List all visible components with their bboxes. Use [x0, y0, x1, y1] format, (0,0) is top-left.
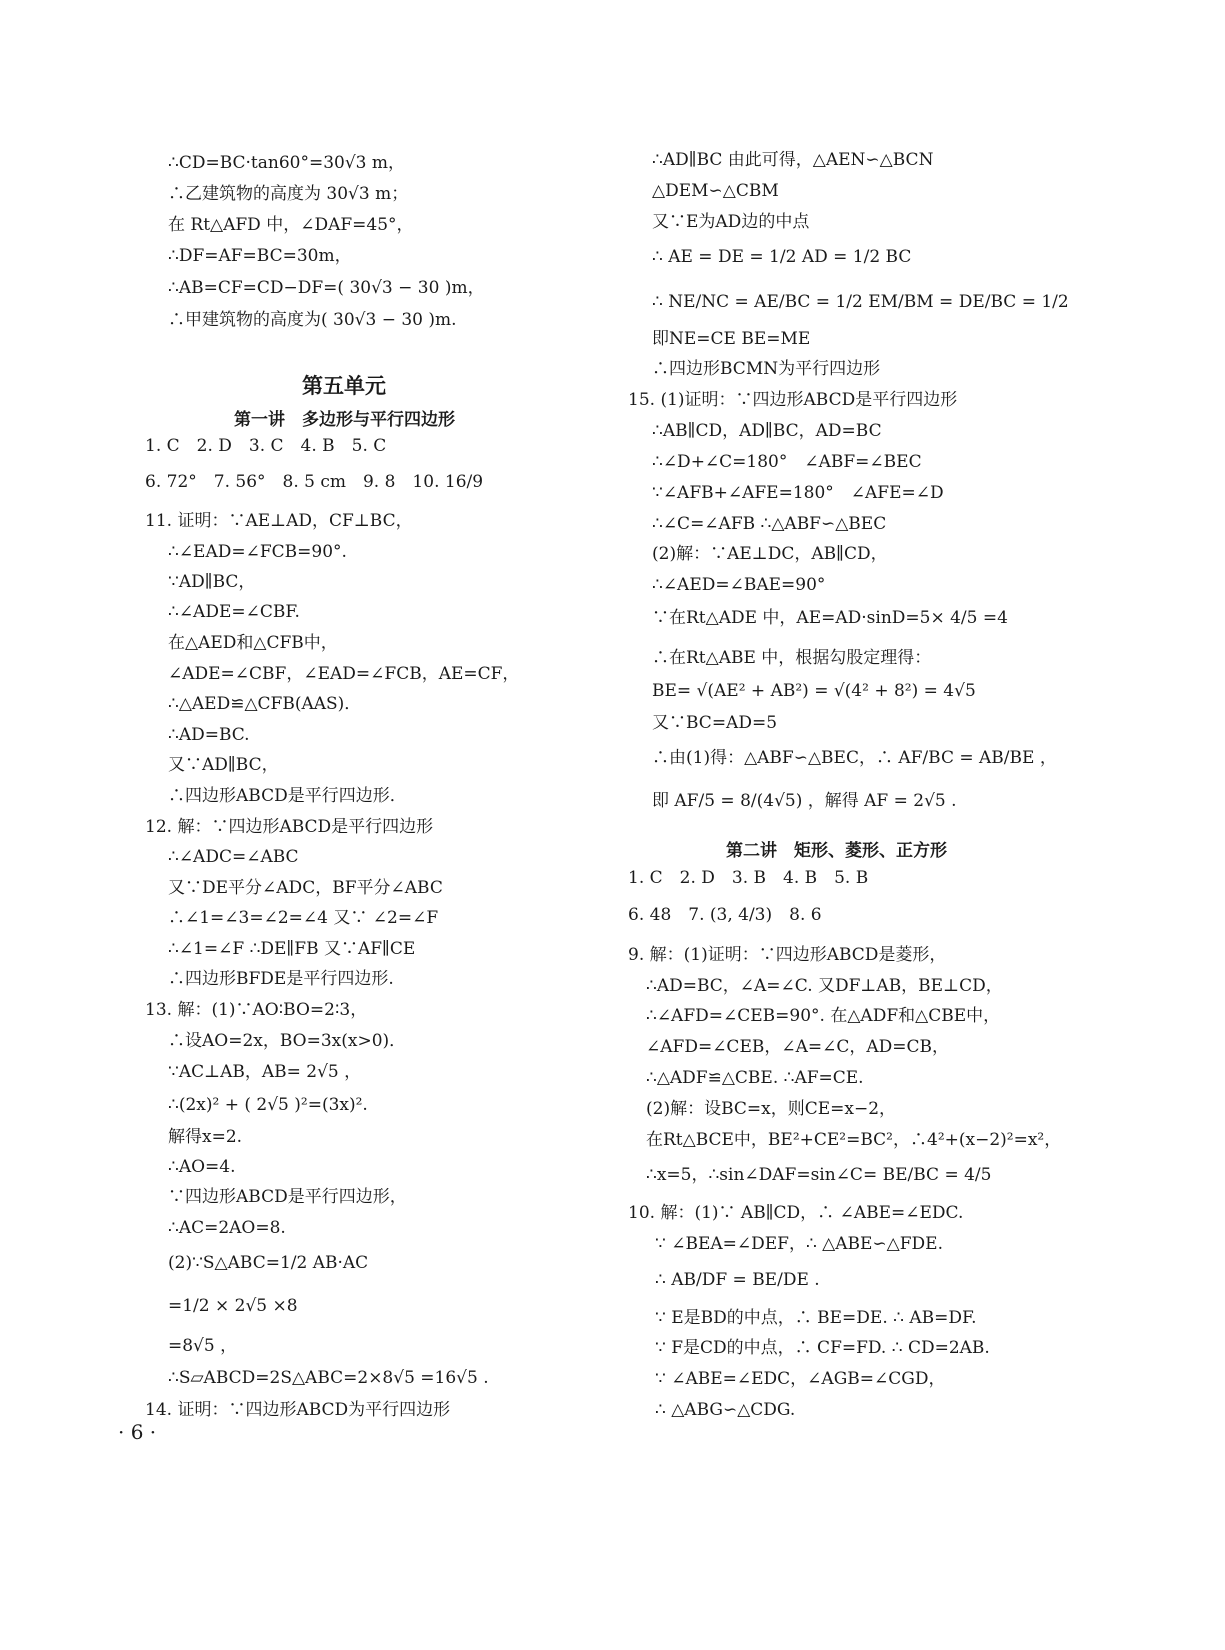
text-line: 解得x=2.	[168, 1127, 243, 1147]
text-line: ∠AFD=∠CEB，∠A=∠C，AD=CB，	[646, 1037, 950, 1057]
text-line: ∴∠ADE=∠CBF.	[168, 602, 300, 622]
text-line: ∴AD∥BC 由此可得，△AEN∽△BCN	[652, 150, 934, 170]
answer-line: 1. C 2. D 3. B 4. B 5. B	[628, 868, 869, 888]
text-line: (2)解：设BC=x，则CE=x−2，	[646, 1099, 897, 1119]
text-line: 在Rt△BCE中，BE²+CE²=BC²，∴4²+(x−2)²=x²，	[646, 1130, 1062, 1150]
text-line: ∴∠AFD=∠CEB=90°. 在△ADF和△CBE中，	[646, 1006, 1001, 1026]
text-line: ∴四边形BFDE是平行四边形.	[168, 969, 394, 989]
text-line: ∴ AB/DF = BE/DE .	[655, 1270, 820, 1290]
text-line: ∵AC⊥AB，AB= 2√5 ，	[168, 1062, 362, 1082]
text-line: ∴DF=AF=BC=30m，	[168, 246, 352, 266]
text-line: 10. 解：(1)∵ AB∥CD，∴ ∠ABE=∠EDC.	[628, 1203, 964, 1223]
page-number: · 6 ·	[118, 1420, 157, 1444]
lecture-title: 第一讲 多边形与平行四边形	[234, 410, 455, 430]
text-line: (2)解：∵AE⊥DC，AB∥CD，	[652, 544, 888, 564]
text-line: ∴四边形ABCD是平行四边形．	[168, 786, 407, 806]
text-line: 又∵AD∥BC，	[168, 755, 279, 775]
text-line: 12. 解：∵四边形ABCD是平行四边形	[145, 817, 434, 837]
text-line: ∴∠ADC=∠ABC	[168, 847, 299, 867]
text-line: ∴AO=4.	[168, 1157, 236, 1177]
text-line: ∴CD=BC·tan60°=30√3 m，	[168, 153, 406, 173]
answer-line: 6. 72° 7. 56° 8. 5 cm 9. 8 10. 16/9	[145, 472, 484, 492]
answer-line: 6. 48 7. (3, 4/3) 8. 6	[628, 905, 822, 925]
text-line: 9. 解：(1)证明：∵四边形ABCD是菱形，	[628, 945, 947, 965]
text-line: BE= √(AE² + AB²) = √(4² + 8²) = 4√5	[652, 681, 976, 701]
text-line: ∴S▱ABCD=2S△ABC=2×8√5 =16√5 .	[168, 1368, 489, 1388]
text-line: =1/2 × 2√5 ×8	[168, 1296, 298, 1316]
text-line: ∴AB∥CD，AD∥BC，AD=BC	[652, 421, 882, 441]
text-line: ∴∠EAD=∠FCB=90°.	[168, 542, 347, 562]
lecture-title: 第二讲 矩形、菱形、正方形	[726, 841, 947, 861]
text-line: 又∵BC=AD=5	[652, 713, 778, 733]
text-line: ∴四边形BCMN为平行四边形	[652, 359, 881, 379]
text-line: ∵ ∠BEA=∠DEF，∴ △ABE∽△FDE.	[655, 1234, 943, 1254]
text-line: =8√5 ，	[168, 1336, 238, 1356]
text-line: ∴由(1)得：△ABF∽△BEC，∴ AF/BC = AB/BE ，	[652, 748, 1057, 768]
unit-title: 第五单元	[302, 373, 386, 398]
text-line: 又∵DE平分∠ADC，BF平分∠ABC	[168, 878, 443, 898]
text-line: ∴ NE/NC = AE/BC = 1/2 EM/BM = DE/BC = 1/2	[652, 292, 1069, 312]
text-line: 在△AED和△CFB中，	[168, 633, 338, 653]
text-line: ∠ADE=∠CBF，∠EAD=∠FCB，AE=CF，	[168, 664, 520, 684]
text-line: ∵ F是CD的中点，∴ CF=FD. ∴ CD=2AB.	[655, 1338, 990, 1358]
text-line: ∴AC=2AO=8.	[168, 1218, 286, 1238]
text-line: ∴(2x)² + ( 2√5 )²=(3x)².	[168, 1095, 368, 1115]
text-line: ∴△AED≌△CFB(AAS)．	[168, 694, 362, 714]
text-line: 即NE=CE BE=ME	[652, 329, 811, 349]
text-line: ∵在Rt△ADE 中，AE=AD·sinD=5× 4/5 =4	[652, 608, 1008, 628]
text-line: 14. 证明：∵四边形ABCD为平行四边形	[145, 1400, 451, 1420]
text-line: ∵四边形ABCD是平行四边形，	[168, 1187, 407, 1207]
text-line: ∴AB=CF=CD−DF=( 30√3 − 30 )m，	[168, 278, 485, 298]
text-line: ∴设AO=2x，BO=3x(x>0)．	[168, 1031, 407, 1051]
text-line: ∴在Rt△ABE 中，根据勾股定理得：	[652, 648, 932, 668]
text-line: ∴△ADF≌△CBE. ∴AF=CE.	[646, 1068, 864, 1088]
text-line: ∴x=5，∴sin∠DAF=sin∠C= BE/BC = 4/5	[646, 1165, 992, 1185]
answer-line: 1. C 2. D 3. C 4. B 5. C	[145, 436, 387, 456]
text-line: ∴乙建筑物的高度为 30√3 m；	[168, 184, 409, 204]
text-line: 又∵E为AD边的中点	[652, 212, 810, 232]
text-line: ∴∠1=∠3=∠2=∠4 又∵ ∠2=∠F	[168, 908, 439, 928]
text-line: 在 Rt△AFD 中，∠DAF=45°，	[168, 215, 414, 235]
text-line: ∴∠C=∠AFB ∴△ABF∽△BEC	[652, 514, 887, 534]
text-line: ∴ △ABG∽△CDG.	[655, 1400, 796, 1420]
text-line: ∵∠AFB+∠AFE=180° ∠AFE=∠D	[652, 483, 944, 503]
text-line: 15. (1)证明：∵四边形ABCD是平行四边形	[628, 390, 958, 410]
text-line: ∴ AE = DE = 1/2 AD = 1/2 BC	[652, 247, 912, 267]
text-line: ∵ E是BD的中点，∴ BE=DE. ∴ AB=DF.	[655, 1308, 977, 1328]
text-line: (2)∵S△ABC=1/2 AB·AC	[168, 1253, 369, 1273]
text-line: ∴∠D+∠C=180° ∠ABF=∠BEC	[652, 452, 922, 472]
text-line: ∴∠1=∠F ∴DE∥FB 又∵AF∥CE	[168, 939, 416, 959]
text-line: ∴AD=BC，∠A=∠C. 又DF⊥AB，BE⊥CD，	[646, 976, 1003, 996]
text-line: 即 AF/5 = 8/(4√5) ，解得 AF = 2√5 .	[652, 791, 957, 811]
text-line: ∴∠AED=∠BAE=90°	[652, 575, 826, 595]
text-line: 13. 解：(1)∵AO∶BO=2∶3，	[145, 1000, 368, 1020]
text-line: ∵AD∥BC，	[168, 572, 256, 592]
text-line: △DEM∽△CBM	[652, 181, 779, 201]
text-line: 11. 证明：∵AE⊥AD，CF⊥BC，	[145, 511, 413, 531]
text-line: ∴AD=BC.	[168, 725, 250, 745]
text-line: ∴甲建筑物的高度为( 30√3 − 30 )m.	[168, 310, 457, 330]
text-line: ∵ ∠ABE=∠EDC，∠AGB=∠CGD，	[655, 1369, 946, 1389]
